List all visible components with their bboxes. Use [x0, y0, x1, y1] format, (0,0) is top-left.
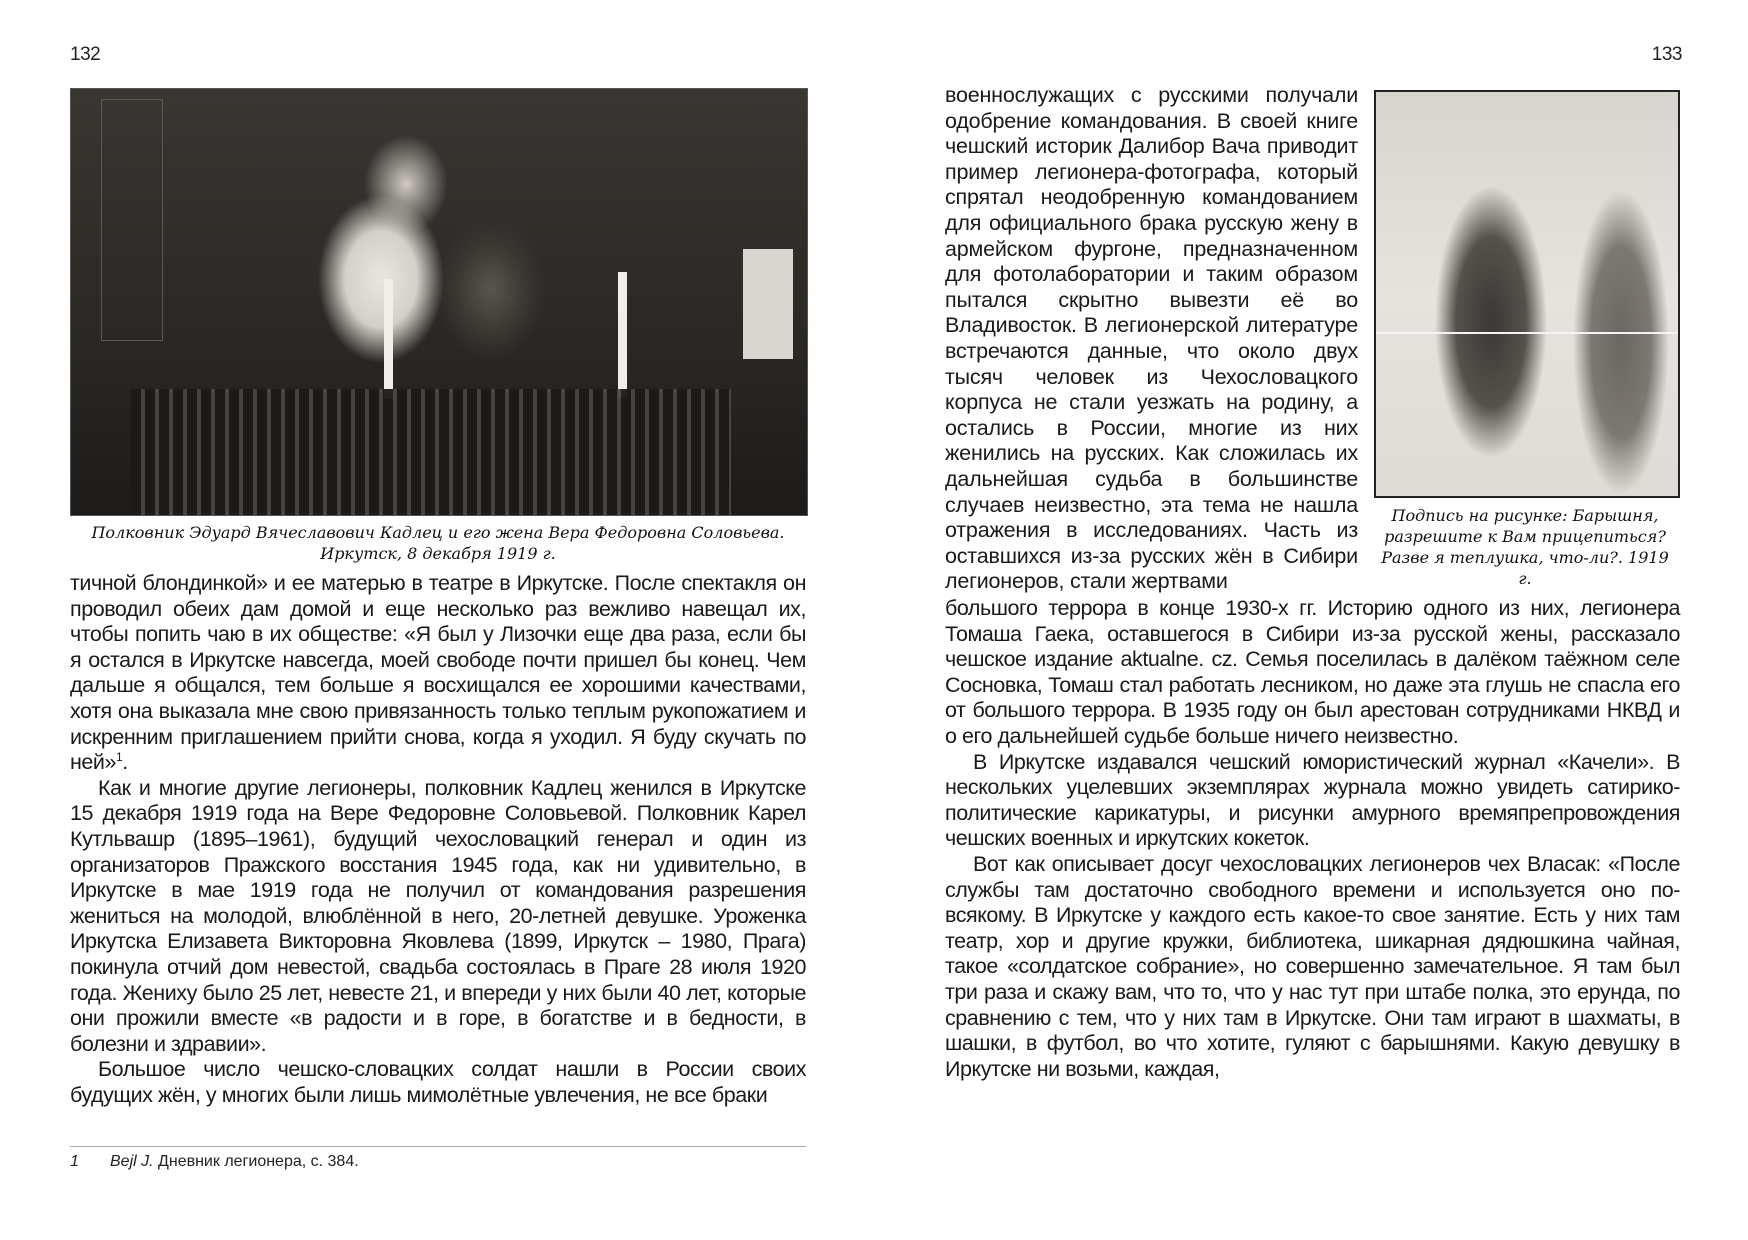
right-page-body: [945, 596, 1680, 1082]
photo-wall-panel: [101, 99, 163, 341]
paragraph: военнослужащих с русскими получали одобрение командования. В своей книге чешский историк Далибор Вача приводит пример легионера-фотографа, который спрятал неодобренную командованием для официального брака русскую жену в армейском фургоне, предназначенном для фотолаборатории и таким образом пытался скрытно вывезти её во Владивосток. В легионерской литературе встречаются данные, что около двух тысяч человек из Чехословацкого корпуса не стали уезжать на родину, а остались в России, многие из них женились на русских. Как сложилась их дальнейшая судьба в большинстве случаев неизвестно, эта тема не нашла отражения в исследованиях. Часть из оставшихся из-за русских жён в Сибири легионеров, стали жертвами: [945, 83, 1358, 594]
historical-photo: [70, 88, 808, 516]
paragraph: Как и многие другие легионеры, полковник Кадлец женился в Иркутске 15 декабря 1919 года на Вере Федоровне Соловьевой. Полковник Карел Кутльвашр (1895–1961), будущий чехословацкий генерал и один из организаторов Пражского восстания 1945 года, как ни удивительно, в Иркутске в мае 1919 года не получил от командования разрешения жениться на молодой, влюблённой в него, 20-летней девушке. Уроженка Иркутска Елизавета Викторовна Яковлева (1899, Иркутск – 1980, Прага) покинула отчий дом невестой, свадьба состоялась в Праге 28 июля 1920 года. Жениху было 25 лет, невесте 21, и впереди у них были 40 лет, которые они прожили вместе «в радости и в горе, в богатстве и в бедности, в болезни и здравии».: [70, 775, 806, 1056]
illustration-caption-line: Подпись на рисунке: Барышня,: [1391, 506, 1659, 525]
illustration-fold-line: [1376, 332, 1678, 334]
paragraph: В Иркутске издавался чешский юмористический журнал «Качели». В нескольких уцелевших экземплярах журнала можно увидеть сатирико-политические карикатуры, и рисунки амурного времяпрепровождения чешских военных и иркутских кокеток.: [945, 749, 1680, 851]
paragraph: большого террора в конце 1930-х гг. Историю одного из них, легионера Томаша Гаека, оставшегося в Сибири из-за русской жены, рассказало чешское издание aktualne. cz. Семья поселилась в далёком таёжном селе Сосновка, Томаш стал работать лесником, но даже эта глушь не спасла его от большого террора. В 1935 году он был арестован сотрудниками НКВД и о его дальнейшей судьбе больше ничего неизвестно.: [945, 596, 1680, 748]
footnote-text: Дневник легионера, с. 384.: [153, 1153, 359, 1170]
page-number-left: 132: [70, 44, 101, 65]
paragraph: Вот как описывает досуг чехословацких легионеров чех Власак: «После службы там достаточно свободного времени и используется оно по-всякому. В Иркутске у каждого есть какое-то свое занятие. Есть у них там театр, хор и другие кружки, библиотека, шикарная дядюшкина чайная, такое «солдатское собрание», но совершенно замечательное. Я там был три раза и скажу вам, что то, что у нас тут при штабе полка, это ерунда, по сравнению с тем, что у них там в Иркутске. Они там играют в шахматы, в шашки, в футбол, во что хотите, гуляют с барышнями. Какую девушку в Иркутске ни возьми, каждая,: [945, 851, 1680, 1081]
photo-caption-line: Иркутск, 8 декабря 1919 г.: [320, 544, 556, 563]
illustration-caption: [1374, 505, 1676, 589]
photo-caption: [70, 522, 806, 564]
illustration-caption-line: разрешите к Вам прицепиться?: [1384, 527, 1666, 546]
footnote-number: 1: [70, 1153, 79, 1170]
photo-window: [743, 249, 793, 359]
illustration-caption-line: Разве я теплушка, что-ли?. 1919 г.: [1381, 548, 1669, 588]
left-page-body: [70, 571, 806, 1108]
photo-desk: [131, 389, 731, 515]
footnote-author: Bejl J.: [110, 1153, 154, 1170]
caricature-illustration: [1374, 90, 1680, 498]
photo-caption-line: Полковник Эдуард Вячеславович Кадлец и его жена Вера Федоровна Соловьева.: [91, 523, 785, 542]
right-page-narrow-column: [945, 83, 1358, 595]
paragraph: Большое число чешско-словацких солдат нашли в России своих будущих жён, у многих были лишь мимолётные увлечения, не все браки: [70, 1057, 806, 1107]
footnote: [70, 1153, 359, 1171]
photo-candle-icon: [618, 272, 627, 397]
paragraph: тичной блондинкой» и ее матерью в театре в Иркутске. После спектакля он проводил обеих дам домой и еще несколько раз вежливо навещал их, чтобы попить чаю в их обществе: «Я был у Лизочки еще два раза, если бы я остался в Иркутске навсегда, моей свободе почти пришел бы конец. Чем дальше я общался, тем больше я восхищался ее хорошими качествами, хотя она выказала мне свою привязанность только теплым рукопожатием и искренним приглашением прийти снова, когда я уходил. Я буду скучать по ней»$^1$.: [70, 571, 806, 775]
photo-candle-icon: [384, 279, 393, 399]
page-number-right: 133: [1651, 44, 1682, 65]
footnote-divider: [70, 1146, 806, 1147]
footnote-ref[interactable]: 1: [116, 750, 123, 764]
